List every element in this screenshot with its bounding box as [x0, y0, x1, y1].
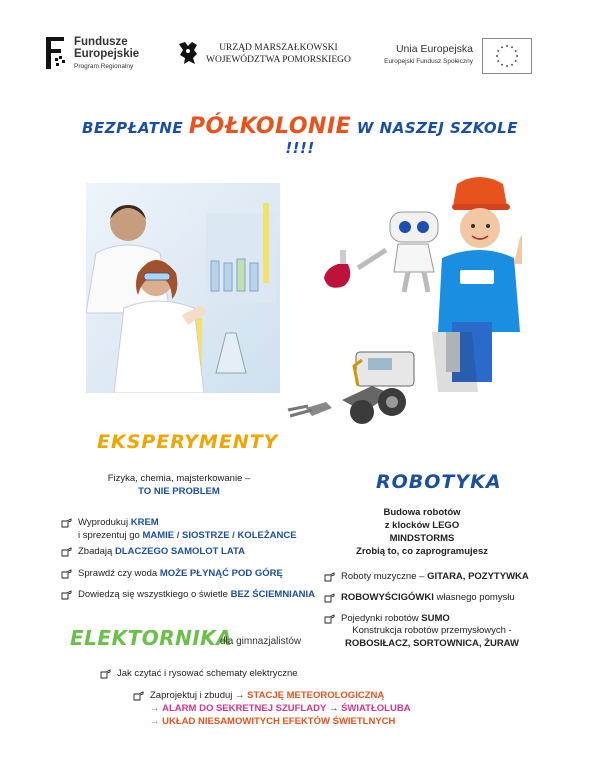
pomorskie-griffin-icon [176, 40, 200, 66]
title-part2: W NASZEJ SZKOLE !!!! [285, 119, 518, 157]
rob-item3-a: Pojedynki robotów [341, 613, 422, 624]
eksp-item4-b: BEZ ŚCIEMNIANIA [230, 589, 316, 600]
robotyka-item-2 [324, 591, 515, 604]
arrow-icon: → [328, 703, 339, 714]
rob-item3-b: SUMO [421, 613, 450, 624]
eksp-item2-b: DLACZEGO SAMOLOT LATA [114, 546, 245, 557]
unia-europejska-text [369, 43, 473, 65]
elek-item3-b: ŚWIATŁOLUBA [341, 703, 411, 714]
rob-item2-b: własnego pomysłu [433, 592, 515, 603]
pointing-hand-icon [61, 546, 72, 557]
eu-flag-icon [482, 38, 532, 74]
eksp-item3-a: Sprawdź czy woda [78, 568, 160, 579]
elek-item4: UKŁAD NIESAMOWITYCH EFEKTÓW ŚWIETLNYCH [162, 716, 396, 727]
arrow-icon: → [150, 703, 160, 714]
elektronika-item-1 [100, 667, 298, 680]
fe-line1: Fundusze [74, 36, 128, 48]
urzad-marszalkowski-text [206, 42, 351, 66]
title-accent: PÓŁKOLONIE [188, 114, 352, 139]
robotyka-intro-line2: z klocków LEGO MINDSTORMS [384, 520, 460, 544]
eksp-item1-b: KREM [130, 517, 159, 528]
elektronika-sub: dla gimnazjalistów [220, 636, 302, 647]
pointing-hand-icon [100, 668, 111, 679]
ue-title: Unia Europejska [395, 43, 473, 55]
eksperymenty-intro-line1: Fizyka, chemia, majsterkowanie – [107, 473, 251, 484]
eksp-item1-a: Wyprodukuj [78, 517, 131, 528]
fe-line3: Program Regionalny [74, 63, 134, 70]
elek-item2-b: STACJĘ METEOROLOGICZNĄ [247, 690, 385, 701]
robotyka-item-4 [332, 624, 532, 650]
eksperymenty-item-1 [61, 516, 297, 542]
rob-item4-a: Konstrukcja robotów przemysłowych - [352, 625, 512, 636]
elek-item2-a: Zaprojektuj i zbuduj [150, 690, 236, 701]
robotyka-intro [352, 506, 492, 558]
arrow-icon: → [150, 716, 160, 727]
eksp-item4-a: Dowiedzą się wszystkiego o świetle [78, 589, 231, 600]
elektronika-heading: ELEKTORNIKA [70, 626, 233, 650]
eksp-item1-d: MAMIE / SIOSTRZE / KOLEŻANCE [142, 530, 297, 541]
pointing-hand-icon [61, 517, 72, 528]
robotyka-intro-line3: Zrobią to, co zaprogramujesz [356, 546, 488, 557]
ue-sub: Europejski Fundusz Społeczny [384, 58, 473, 65]
eksp-item1-c: i sprezentuj go [78, 530, 143, 541]
eksperymenty-intro [90, 472, 268, 498]
eksperymenty-item-4 [61, 588, 315, 601]
eksperymenty-heading: EKSPERYMENTY [97, 431, 279, 453]
elek-item3-a: ALARM DO SEKRETNEJ SZUFLADY [162, 703, 327, 714]
fundusze-europejskie-text [74, 36, 139, 73]
rob-item1-b: GITARA, POZYTYWKA [427, 571, 529, 582]
rob-item2-a: ROBOWYŚCIGÓWKI [341, 592, 434, 603]
eksp-item3-b: MOŻE PŁYNĄĆ POD GÓRĘ [159, 568, 283, 579]
elek-item1: Jak czytać i rysować schematy elektryczne [117, 668, 298, 679]
um-line1: URZĄD MARSZAŁKOWSKI [219, 43, 338, 53]
elektronika-item-4 [150, 715, 395, 728]
robotyka-intro-line1: Budowa robotów [383, 507, 461, 518]
fundusze-europejskie-logo [42, 35, 68, 71]
robotyka-heading: ROBOTYKA [376, 471, 502, 493]
eksperymenty-item-3 [61, 567, 283, 580]
pointing-hand-icon [324, 592, 335, 603]
fe-line2: Europejskie [74, 48, 140, 60]
um-line2: WOJEWÓDZTWA POMORSKIEGO [206, 55, 351, 65]
pointing-hand-icon [61, 568, 72, 579]
eksp-item2-a: Zbadają [78, 546, 115, 557]
laboratory-photo [86, 183, 280, 393]
page-title [65, 114, 535, 157]
rob-item1-a: Roboty muzyczne – [341, 571, 428, 582]
pointing-hand-icon [324, 613, 335, 624]
pointing-hand-icon [324, 571, 335, 582]
elektronika-item-3 [150, 702, 411, 715]
title-part1: BEZPŁATNE [82, 119, 189, 137]
arrow-icon: → [235, 690, 245, 701]
robotyka-item-1 [324, 570, 529, 583]
rob-item4-b: ROBOSIŁACZ, SORTOWNICA, ŻURAW [345, 638, 519, 649]
eksperymenty-intro-line2: TO NIE PROBLEM [138, 486, 220, 497]
elektronika-item-2 [133, 689, 384, 702]
robotics-photo [282, 172, 522, 436]
pointing-hand-icon [133, 690, 144, 701]
eksperymenty-item-2 [61, 545, 245, 558]
pointing-hand-icon [61, 589, 72, 600]
